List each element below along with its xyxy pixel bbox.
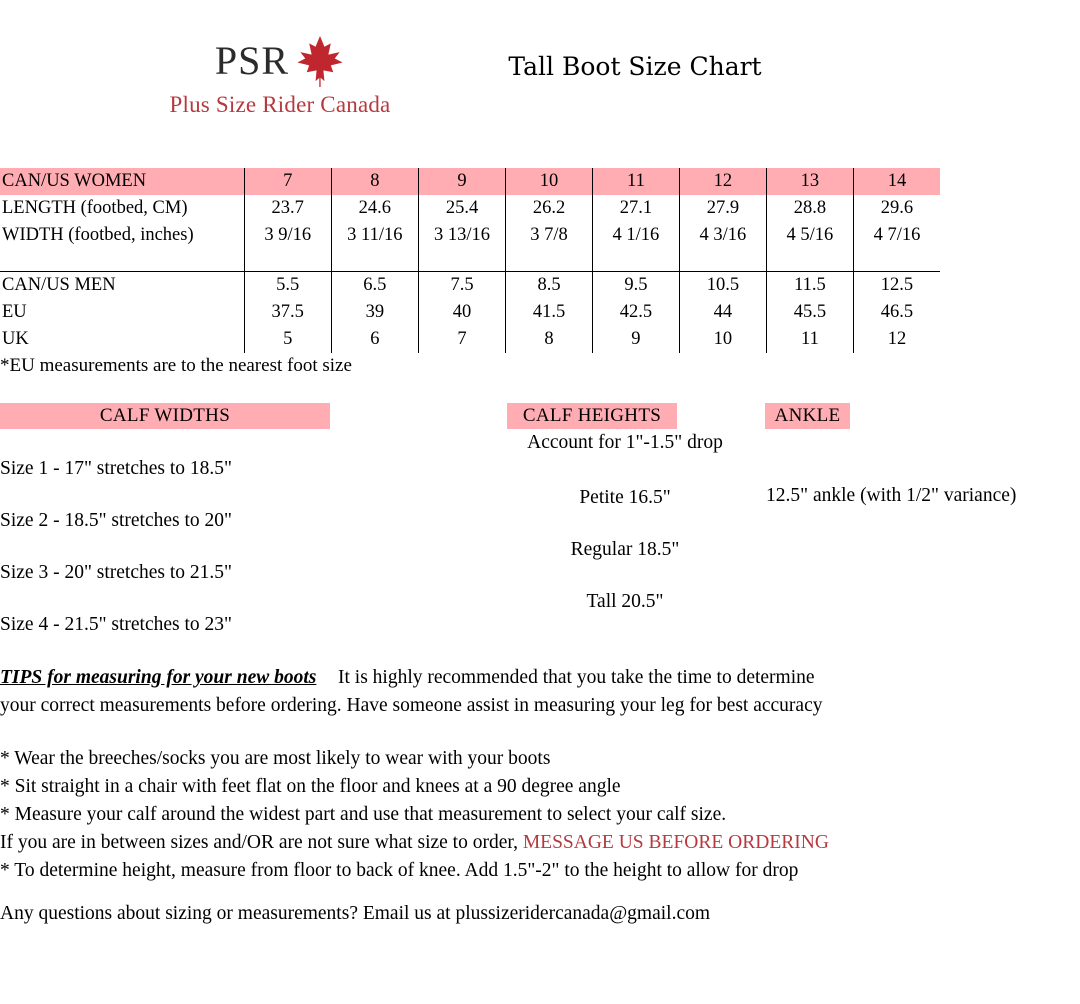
tips-section [0, 664, 1080, 720]
list-item: * To determine height, measure from floor to back of knee. Add 1.5"-2" to the height to allow for drop [0, 860, 799, 881]
row-label: CAN/US MEN [2, 275, 116, 295]
table-row [0, 195, 940, 222]
size-header-cell: 12 [679, 168, 766, 195]
page-title: Tall Boot Size Chart [508, 52, 762, 81]
table-cell: 11.5 [766, 272, 853, 300]
table-row [0, 326, 940, 353]
list-item: Size 3 - 20" stretches to 21.5" [0, 562, 233, 583]
row-label: EU [2, 302, 27, 322]
ankle-note: 12.5" ankle (with 1/2" variance) [766, 485, 1017, 506]
calf-widths-list [0, 457, 480, 665]
table-cell: 5.5 [244, 272, 331, 300]
table-cell: 12.5 [853, 272, 940, 300]
spacer-cell [244, 249, 331, 272]
list-item: Regular 18.5" [570, 539, 680, 560]
brand-name: Plus Size Rider Canada [169, 92, 391, 117]
row-label: LENGTH (footbed, CM) [2, 198, 188, 218]
between-sizes-prefix: If you are in between sizes and/OR are not sure what size to order, [0, 832, 523, 853]
tips-heading: TIPS for measuring for your new boots [0, 667, 317, 688]
table-cell: 28.8 [766, 195, 853, 222]
spacer-cell [331, 249, 418, 272]
table-cell: 5 [244, 326, 331, 353]
tips-lead-row [0, 664, 1080, 692]
list-item: Size 4 - 21.5" stretches to 23" [0, 614, 233, 635]
table-row [0, 299, 940, 326]
calf-heights-drop-note: Account for 1"-1.5" drop [527, 432, 723, 453]
spacer-cell [0, 249, 244, 272]
size-header-cell: 9 [418, 168, 505, 195]
table-cell: 6.5 [331, 272, 418, 300]
table-cell: 27.1 [592, 195, 679, 222]
table-cell: 6 [331, 326, 418, 353]
table-cell: 23.7 [244, 195, 331, 222]
table-cell: 11 [766, 326, 853, 353]
table-cell: 8 [506, 326, 593, 353]
table-cell: 3 11/16 [331, 222, 418, 249]
tips-lead-text: It is highly recommended that you take the time to determine [338, 667, 815, 688]
tips-continuation: your correct measurements before ordering. Have someone assist in measuring your leg for best accuracy [0, 695, 823, 716]
contact-email-line: Any questions about sizing or measurements? Email us at plussizeridercanada@gmail.com [0, 903, 711, 924]
calf-widths-band-label: CALF WIDTHS [99, 405, 231, 426]
calf-heights-band-label: CALF HEIGHTS [522, 405, 662, 426]
table-cell: 44 [679, 299, 766, 326]
size-header-cell: 10 [506, 168, 593, 195]
table-cell: 3 7/8 [506, 222, 593, 249]
table-cell: 27.9 [679, 195, 766, 222]
table-cell: 25.4 [418, 195, 505, 222]
size-header-cell: 7 [244, 168, 331, 195]
table-cell: 40 [418, 299, 505, 326]
table-cell: 3 13/16 [418, 222, 505, 249]
table-cell: 4 3/16 [679, 222, 766, 249]
ankle-band [765, 403, 850, 429]
table-cell: 29.6 [853, 195, 940, 222]
table-cell: 4 7/16 [853, 222, 940, 249]
table-cell: 41.5 [506, 299, 593, 326]
table-cell: 24.6 [331, 195, 418, 222]
size-header-cell: 14 [853, 168, 940, 195]
size-header-cell: 8 [331, 168, 418, 195]
list-item: * Measure your calf around the widest part and use that measurement to select your calf size. [0, 804, 727, 825]
table-cell: 3 9/16 [244, 222, 331, 249]
table-cell: 10 [679, 326, 766, 353]
calf-heights-band [507, 403, 677, 429]
calf-heights-list [490, 432, 760, 642]
list-item: Tall 20.5" [586, 591, 664, 612]
eu-measurement-footnote: *EU measurements are to the nearest foot size [0, 355, 352, 376]
table-cell: 12 [853, 326, 940, 353]
table-cell: 7 [418, 326, 505, 353]
list-item: Petite 16.5" [579, 487, 671, 508]
message-us-highlight: MESSAGE US BEFORE ORDERING [522, 832, 829, 853]
table-cell: 46.5 [853, 299, 940, 326]
page-header [0, 0, 1080, 160]
table-cell: 26.2 [506, 195, 593, 222]
brand-logo [70, 34, 490, 118]
calf-widths-band [0, 403, 330, 429]
table-cell: 4 5/16 [766, 222, 853, 249]
spacer-cell [766, 249, 853, 272]
list-item: * Sit straight in a chair with feet flat on the floor and knees at a 90 degree angle [0, 776, 621, 797]
between-sizes-line [0, 829, 1080, 857]
spacer-cell [418, 249, 505, 272]
brand-mark [70, 34, 490, 88]
table-cell: 42.5 [592, 299, 679, 326]
table-cell: 9 [592, 326, 679, 353]
table-row [0, 272, 940, 300]
table-cell: 10.5 [679, 272, 766, 300]
spacer-cell [679, 249, 766, 272]
table-section-divider [0, 249, 940, 272]
table-header-row [0, 168, 940, 195]
row-label: UK [2, 329, 29, 349]
table-row [0, 222, 940, 249]
ankle-band-label: ANKLE [774, 405, 841, 426]
list-item: Size 2 - 18.5" stretches to 20" [0, 510, 233, 531]
size-conversion-table [0, 168, 940, 353]
table-cell: 8.5 [506, 272, 593, 300]
maple-leaf-icon [295, 34, 345, 88]
table-cell: 4 1/16 [592, 222, 679, 249]
list-item: * Wear the breeches/socks you are most likely to wear with your boots [0, 748, 551, 769]
row-label: WIDTH (footbed, inches) [2, 225, 194, 245]
table-cell: 45.5 [766, 299, 853, 326]
brand-acronym: PSR [214, 38, 290, 83]
spacer-cell [592, 249, 679, 272]
table-cell: 9.5 [592, 272, 679, 300]
table-cell: 39 [331, 299, 418, 326]
tips-bullet-list [0, 745, 1080, 885]
spacer-cell [853, 249, 940, 272]
list-item: Size 1 - 17" stretches to 18.5" [0, 458, 233, 479]
size-header-cell: 13 [766, 168, 853, 195]
size-header-cell: 11 [592, 168, 679, 195]
women-header-label: CAN/US WOMEN [0, 168, 244, 195]
table-cell: 37.5 [244, 299, 331, 326]
spacer-cell [506, 249, 593, 272]
table-cell: 7.5 [418, 272, 505, 300]
